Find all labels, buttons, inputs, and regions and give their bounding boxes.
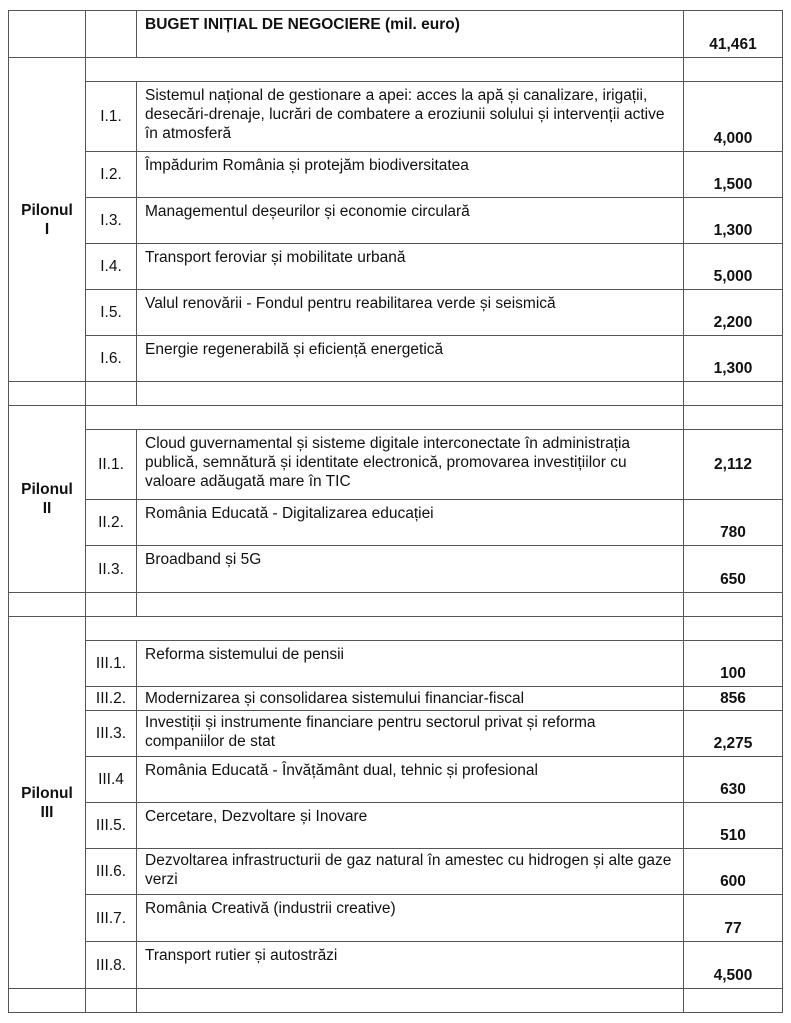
pillar-1-label — [9, 58, 86, 382]
item-code: III.2. — [86, 687, 137, 711]
item-code: III.1. — [86, 641, 137, 687]
total-budget-value: 41,461 — [684, 11, 783, 58]
blank-cell — [86, 382, 137, 406]
blank-cell — [9, 989, 86, 1013]
blank-cell — [86, 58, 684, 82]
item-description: România Creativă (industrii creative) — [137, 895, 684, 942]
header-empty-cell — [86, 11, 137, 58]
pillar-label-line1: Pilonul — [21, 481, 73, 498]
blank-cell — [137, 382, 684, 406]
item-description: Modernizarea și consolidarea sistemului financiar-fiscal — [137, 687, 684, 711]
pillar-3-blank-row — [9, 617, 783, 641]
item-description: Investiții și instrumente financiare pentru sectorul privat și reforma companiilor de stat — [137, 711, 684, 757]
budget-table — [8, 10, 783, 1013]
item-description: Managementul deșeurilor și economie circulară — [137, 198, 684, 244]
pillar-label-line2: III — [40, 803, 54, 821]
table-row — [9, 546, 783, 593]
table-row — [9, 687, 783, 711]
item-code: III.6. — [86, 849, 137, 895]
item-description: Sistemul național de gestionare a apei: acces la apă și canalizare, irigații, desecări-drenaje, lucrări de combatere a eroziunii solului și intervenții active în atmosferă — [137, 82, 684, 152]
table-row — [9, 757, 783, 803]
pillar-label-line2: I — [44, 220, 50, 238]
blank-cell — [137, 593, 684, 617]
table-row — [9, 336, 783, 382]
item-code: II.2. — [86, 500, 137, 546]
header-empty-cell — [9, 11, 86, 58]
item-value: 100 — [684, 641, 783, 687]
blank-cell — [684, 406, 783, 430]
item-code: II.1. — [86, 430, 137, 500]
table-row — [9, 152, 783, 198]
table-row — [9, 895, 783, 942]
item-code: III.8. — [86, 942, 137, 989]
blank-cell — [684, 382, 783, 406]
blank-cell — [86, 989, 137, 1013]
pillar-label-line1: Pilonul — [21, 201, 73, 219]
item-value: 2,112 — [684, 430, 783, 500]
table-row — [9, 198, 783, 244]
item-value: 2,200 — [684, 290, 783, 336]
table-row — [9, 244, 783, 290]
spacer-row — [9, 382, 783, 406]
item-value: 856 — [684, 687, 783, 711]
item-description: Transport rutier și autostrăzi — [137, 942, 684, 989]
blank-cell — [9, 593, 86, 617]
item-code: I.3. — [86, 198, 137, 244]
table-row — [9, 803, 783, 849]
pillar-2-blank-row — [9, 406, 783, 430]
item-value: 4,000 — [684, 82, 783, 152]
item-code: I.2. — [86, 152, 137, 198]
pillar-3-label — [9, 617, 86, 989]
item-value: 630 — [684, 757, 783, 803]
table-row — [9, 290, 783, 336]
item-description: România Educată - Digitalizarea educației — [137, 500, 684, 546]
item-value: 650 — [684, 546, 783, 593]
item-value: 2,275 — [684, 711, 783, 757]
table-row — [9, 849, 783, 895]
blank-cell — [86, 617, 684, 641]
item-description: Energie regenerabilă și eficiență energetică — [137, 336, 684, 382]
spacer-row — [9, 593, 783, 617]
pillar-label-line1: Pilonul — [21, 784, 73, 802]
item-description: Cloud guvernamental și sisteme digitale interconectate în administrația publică, semnătură și identitate electronică, promovarea investițiilor cu valoare adăugată mare în TIC — [137, 430, 684, 500]
item-value: 780 — [684, 500, 783, 546]
item-description: Reforma sistemului de pensii — [137, 641, 684, 687]
item-code: III.7. — [86, 895, 137, 942]
item-code: III.3. — [86, 711, 137, 757]
item-value: 4,500 — [684, 942, 783, 989]
table-row — [9, 82, 783, 152]
item-value: 1,500 — [684, 152, 783, 198]
blank-cell — [684, 593, 783, 617]
header-row — [9, 11, 783, 58]
item-code: I.6. — [86, 336, 137, 382]
blank-cell — [684, 617, 783, 641]
pillar-2-label — [9, 406, 86, 593]
blank-cell — [86, 593, 137, 617]
item-code: III.4 — [86, 757, 137, 803]
item-description: Dezvoltarea infrastructurii de gaz natural în amestec cu hidrogen și alte gaze verzi — [137, 849, 684, 895]
pillar-label-line2: II — [42, 500, 52, 517]
blank-cell — [684, 58, 783, 82]
item-description: Împădurim România și protejăm biodiversitatea — [137, 152, 684, 198]
table-row — [9, 711, 783, 757]
item-value: 1,300 — [684, 198, 783, 244]
item-value: 510 — [684, 803, 783, 849]
item-value: 1,300 — [684, 336, 783, 382]
table-row — [9, 500, 783, 546]
spacer-row — [9, 989, 783, 1013]
blank-cell — [684, 989, 783, 1013]
pillar-1-blank-row — [9, 58, 783, 82]
item-value: 5,000 — [684, 244, 783, 290]
item-description: Cercetare, Dezvoltare și Inovare — [137, 803, 684, 849]
item-code: II.3. — [86, 546, 137, 593]
item-description: Valul renovării - Fondul pentru reabilitarea verde și seismică — [137, 290, 684, 336]
item-code: I.5. — [86, 290, 137, 336]
table-title: BUGET INIȚIAL DE NEGOCIERE (mil. euro) — [137, 11, 684, 58]
item-value: 600 — [684, 849, 783, 895]
item-description: România Educată - Învățământ dual, tehnic și profesional — [137, 757, 684, 803]
item-description: Transport feroviar și mobilitate urbană — [137, 244, 684, 290]
item-code: I.1. — [86, 82, 137, 152]
blank-cell — [137, 989, 684, 1013]
item-description: Broadband și 5G — [137, 546, 684, 593]
item-code: III.5. — [86, 803, 137, 849]
item-code: I.4. — [86, 244, 137, 290]
table-row — [9, 942, 783, 989]
item-value: 77 — [684, 895, 783, 942]
table-row — [9, 641, 783, 687]
blank-cell — [86, 406, 684, 430]
table-row — [9, 430, 783, 500]
blank-cell — [9, 382, 86, 406]
